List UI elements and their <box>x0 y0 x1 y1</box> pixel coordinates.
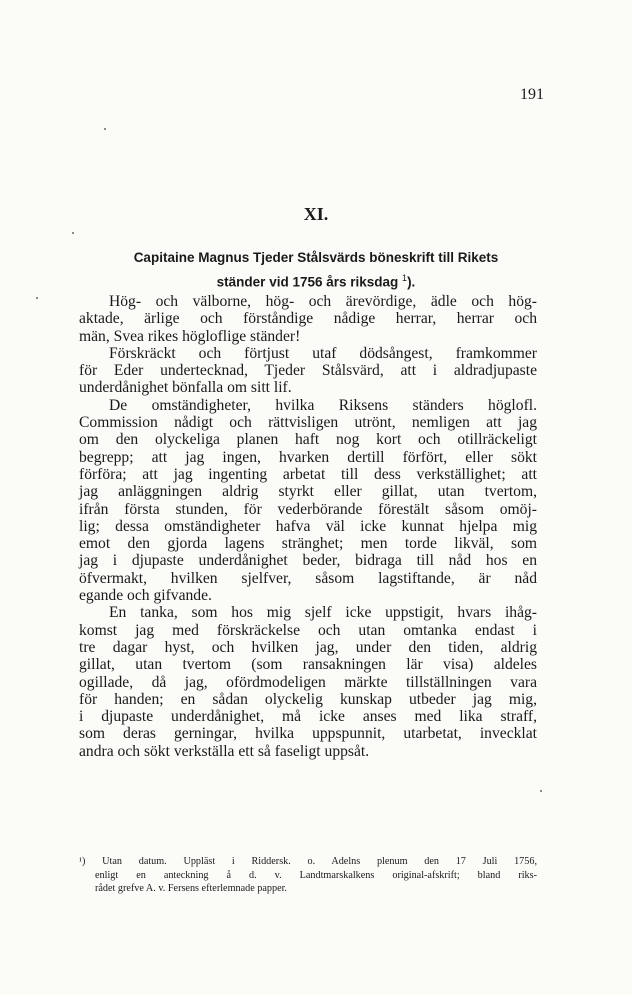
print-speck <box>36 297 38 299</box>
body-line: lig; dessa omständigheter hafva väl icke kunnat hjelpa mig <box>79 517 537 535</box>
heading-line-2 <box>80 268 552 293</box>
body-line: egande och gifvande. <box>79 587 212 605</box>
body-line: ogillade, då jag, ofördmodeligen märkte tillställningen vara <box>79 673 537 691</box>
body-line: En tanka, som hos mig sjelf icke uppstigit, hvars ihåg- <box>109 604 537 622</box>
footnote <box>79 855 537 896</box>
body-line: Commission nådigt och rättvisligen utrönt, nemligen att jag <box>79 414 537 432</box>
heading-line-1: Capitaine Magnus Tjeder Stålsvärds böneskrift till Rikets <box>133 250 499 265</box>
body-line: för handen; en sådan olyckelig kunskap utbeder jag mig, <box>79 690 537 708</box>
heading-line-2-end: ). <box>407 274 416 290</box>
body-line: Hög- och välborne, hög- och ärevördige, ädle och hög- <box>109 293 537 310</box>
body-line: för Eder undertecknad, Tjeder Stålsvärd, att i aldradjupaste <box>79 362 537 380</box>
body-line: Förskräckt och förtjust utaf dödsångest, framkommer <box>109 344 537 362</box>
body-line: underdånighet bönfalla om sitt lif. <box>79 379 292 397</box>
body-line: tre dagar hyst, och hvilken jag, under den tiden, aldrig <box>79 638 537 656</box>
footnote-line: ¹) Utan datum. Uppläst i Riddersk. o. Adelns plenum den 17 Juli 1756, <box>79 856 537 867</box>
body-line: ifrån första stunden, för vederbörande förestält såsom omöj- <box>79 500 537 518</box>
page-number: 191 <box>520 86 544 103</box>
body-line: öfvermakt, hvilken sjelfver, såsom lagstiftande, är nåd <box>79 569 537 587</box>
body-line: om den olyckeliga planen haft nog kort och otillräckeligt <box>79 431 537 449</box>
body-line: jag i djupaste underdånighet beder, bidraga till nåd hos en <box>79 552 537 570</box>
body-line: förföra; att jag ingenting arbetat till dess verkställighet; att <box>79 465 537 483</box>
body-line: män, Svea rikes högloflige ständer! <box>79 327 301 345</box>
chapter-numeral: XI. <box>303 204 329 224</box>
body-line: jag anläggningen aldrig styrkt eller gillat, utan tvertom, <box>79 483 537 501</box>
print-speck <box>104 128 106 130</box>
body-line: i djupaste underdånighet, må icke anses med lika straff, <box>79 708 537 726</box>
body-line: komst jag med förskräckelse och utan omtanka endast i <box>79 621 537 639</box>
body-line: som deras gerningar, hvilka uppspunnit, utarbetat, invecklat <box>79 725 537 743</box>
body-line: begrepp; att jag ingen, hvarken dertill förfört, eller sökt <box>79 448 537 466</box>
body-line: De omständigheter, hvilka Riksens ständers höglofl. <box>109 396 537 414</box>
body-text <box>79 293 537 760</box>
body-line: aktade, ärlige och förståndige nådige herrar, herrar och <box>79 310 537 328</box>
body-line: emot den gjorda lagens stränghet; men torde likväl, som <box>79 535 537 553</box>
footnote-line: enligt en anteckning å d. v. Landtmarskalkens original-afskrift; bland riks- <box>95 869 537 881</box>
footnote-reference: 1 <box>402 273 408 283</box>
body-line: andra och sökt verkställa ett så faseligt uppsåt. <box>79 742 370 760</box>
section-heading <box>80 247 552 293</box>
body-line: gillat, utan tvertom (som ransakningen lär visa) aldeles <box>79 656 537 674</box>
footnote-line: rådet grefve A. v. Fersens efterlemnade papper. <box>95 883 287 894</box>
heading-line-2-text: ständer vid 1756 års riksdag <box>216 274 399 290</box>
print-speck <box>72 232 74 234</box>
print-speck <box>540 790 542 792</box>
